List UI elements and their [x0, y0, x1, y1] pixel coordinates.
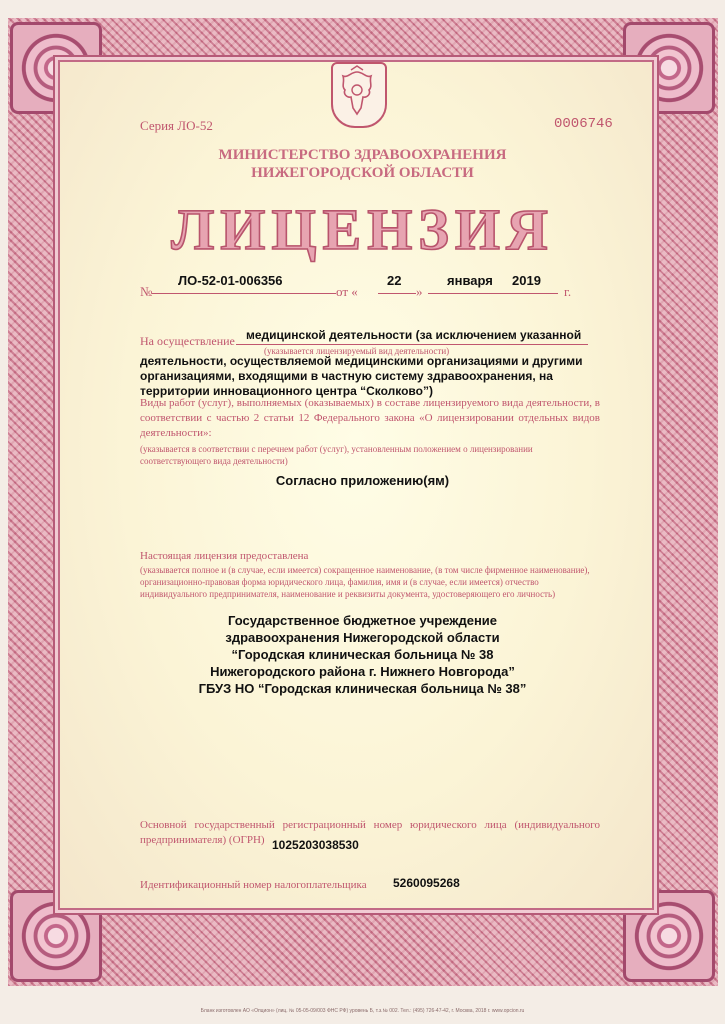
license-month: января [447, 273, 493, 288]
activity-hint: (указывается лицензируемый вид деятельности) [264, 346, 450, 356]
licensee-name-line: “Городская клиническая больница № 38 [231, 647, 494, 662]
ogrn-value: 1025203038530 [272, 838, 359, 852]
month-underline [428, 293, 558, 294]
number-prefix: № [140, 284, 153, 299]
date-prefix: от « [336, 284, 358, 299]
activity-label: На осуществление [140, 334, 235, 348]
works-hint: (указывается в соответствии с перечнем работ (услуг), установленным положением о лицензировании соответствующего вида деятельности) [140, 444, 533, 466]
series-label: Серия ЛО-52 [140, 118, 213, 133]
coat-of-arms-icon [331, 62, 387, 128]
day-close: » [416, 284, 423, 299]
activity-value-line1: медицинской деятельности (за исключением указанной [246, 328, 582, 342]
serial-number: 0006746 [554, 116, 613, 132]
licensee-name-line: здравоохранения Нижегородской области [225, 630, 500, 645]
licensee-hint: (указывается полное и (в случае, если имеется) сокращенное наименование, (в том числе фирменное наименование), организационно-правовая форма юридического лица, фамилия, имя и (в случае, если имеется) отчество индивидуального предпринимателя, наименование и реквизиты документа, удостоверяющего его личность) [140, 565, 590, 599]
license-year: 2019 [512, 273, 541, 288]
ministry-name [0, 146, 725, 182]
licensee-name-line: ГБУЗ НО “Городская клиническая больница № 38” [198, 681, 527, 696]
number-underline [152, 293, 336, 294]
day-underline [378, 293, 416, 294]
year-suffix: г. [564, 284, 572, 299]
activity-underline [236, 344, 588, 345]
document-title: ЛИЦЕНЗИЯ [171, 197, 554, 262]
license-number: ЛО-52-01-006356 [178, 273, 283, 288]
licensee-name [0, 612, 725, 697]
works-text: Виды работ (услуг), выполняемых (оказываемых) в составе лицензируемого вида деятельности, в соответствии с частью 2 статьи 12 Федерального закона «О лицензировании отдельных видов деятельности»: [140, 397, 600, 439]
ogrn-label: Основной государственный регистрационный номер юридического лица (индивидуального предпринимателя) (ОГРН) [140, 819, 600, 846]
works-value: Согласно приложению(ям) [275, 473, 450, 488]
inn-value: 5260095268 [393, 876, 460, 890]
printer-footer: Бланк изготовлен АО «Опцион» (лиц. № 05-05-09/003 ФНС РФ) уровень Б, т.з.№ 002. Тел.: (495) 726-47-42, г. Москва, 2018 г. www.opcion.ru [200, 1008, 525, 1014]
activity-value-rest: деятельности, осуществляемой медицинскими организациями и другими организациями, входящими в частную систему здравоохранения, на территории инновационного центра “Сколково”) [140, 354, 583, 398]
licensee-name-line: Нижегородского района г. Нижнего Новгорода” [210, 664, 515, 679]
ministry-line-2: НИЖЕГОРОДСКОЙ ОБЛАСТИ [251, 165, 474, 181]
licensee-name-line: Государственное бюджетное учреждение [227, 613, 498, 628]
licensee-label: Настоящая лицензия предоставлена [140, 550, 309, 562]
license-day: 22 [387, 273, 402, 288]
inn-label: Идентификационный номер налогоплательщика [140, 879, 367, 891]
ministry-line-1: МИНИСТЕРСТВО ЗДРАВООХРАНЕНИЯ [218, 147, 507, 163]
